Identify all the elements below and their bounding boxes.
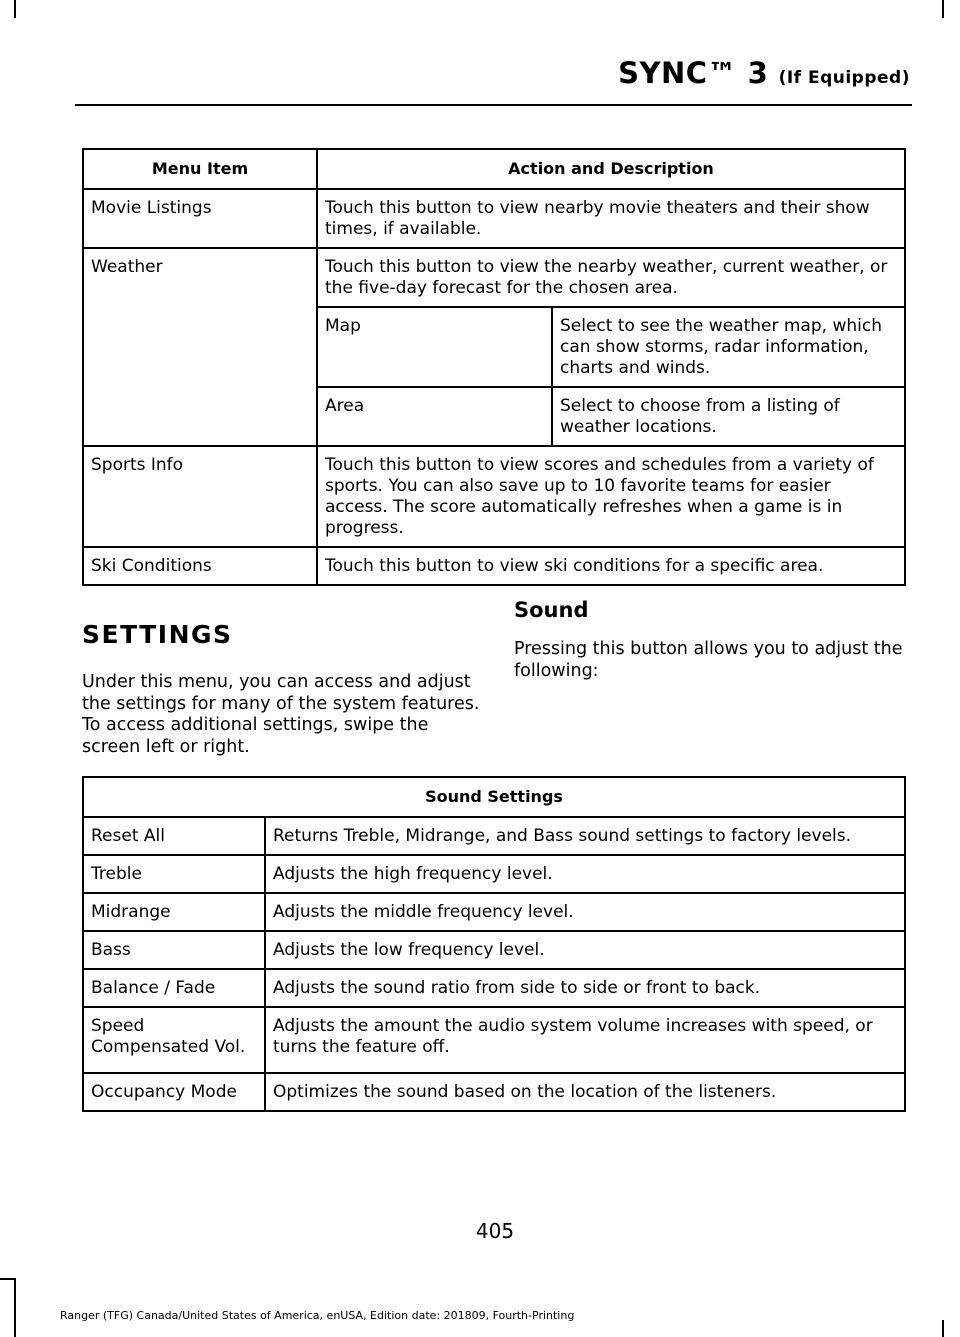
crop-mark — [14, 1280, 16, 1337]
page-number: 405 — [475, 1219, 515, 1243]
page-header-title — [300, 56, 910, 90]
row-description: Adjusts the low frequency level. — [265, 931, 905, 969]
sound-paragraph: Pressing this button allows you to adjust the following: — [514, 639, 903, 681]
crop-mark — [942, 1320, 944, 1337]
row-item: Midrange — [83, 893, 265, 931]
table-row — [83, 817, 905, 855]
sub-table-row — [318, 387, 904, 445]
row-description: Adjusts the sound ratio from side to side or front to back. — [265, 969, 905, 1007]
header-title-main: SYNC™ 3 — [618, 56, 769, 90]
table-row — [83, 189, 905, 248]
table-row — [83, 1007, 905, 1073]
crop-mark — [0, 1278, 16, 1280]
row-description: Touch this button to view ski conditions for a specific area. — [317, 547, 905, 585]
row-item: Reset All — [83, 817, 265, 855]
row-description: Adjusts the amount the audio system volume increases with speed, or turns the feature off. — [265, 1007, 905, 1073]
table-row — [83, 855, 905, 893]
menu-items-table — [82, 148, 906, 586]
settings-paragraph: Under this menu, you can access and adjust the settings for many of the system features. To access additional settings, swipe the screen left or right. — [82, 672, 480, 757]
sub-row-item: Map — [318, 307, 552, 387]
column-header-menu-item: Menu Item — [83, 149, 317, 189]
sound-settings-table — [82, 776, 906, 1112]
row-item: Treble — [83, 855, 265, 893]
row-item: Weather — [83, 248, 317, 446]
row-item: Bass — [83, 931, 265, 969]
row-description: Adjusts the high frequency level. — [265, 855, 905, 893]
table-row — [83, 931, 905, 969]
sub-row-description: Select to see the weather map, which can show storms, radar information, charts and winds. — [552, 307, 904, 387]
header-title-suffix: (If Equipped) — [778, 68, 910, 88]
crop-mark — [942, 0, 944, 18]
row-item: Movie Listings — [83, 189, 317, 248]
row-description: Adjusts the middle frequency level. — [265, 893, 905, 931]
sound-settings-title: Sound Settings — [83, 777, 905, 817]
settings-heading: SETTINGS — [82, 620, 233, 649]
row-description: Optimizes the sound based on the location of the listeners. — [265, 1073, 905, 1111]
table-row — [83, 547, 905, 585]
footer-text: Ranger (TFG) Canada/United States of America, enUSA, Edition date: 201809, Fourth-Printing — [60, 1309, 575, 1322]
sub-row-item: Area — [318, 387, 552, 445]
table-row — [83, 446, 905, 547]
column-header-action: Action and Description — [317, 149, 905, 189]
table-row — [83, 1073, 905, 1111]
row-item: Balance / Fade — [83, 969, 265, 1007]
row-item: Sports Info — [83, 446, 317, 547]
table-row — [83, 248, 905, 446]
weather-sub-table — [318, 306, 904, 445]
row-item: Occupancy Mode — [83, 1073, 265, 1111]
header-divider — [75, 104, 912, 106]
table-header-row — [83, 777, 905, 817]
row-description: Touch this button to view scores and schedules from a variety of sports. You can also save up to 10 favorite teams for easier access. The score automatically refreshes when a game is in progress. — [317, 446, 905, 547]
table-header-row — [83, 149, 905, 189]
row-item: Ski Conditions — [83, 547, 317, 585]
row-item: Speed Compensated Vol. — [83, 1007, 265, 1073]
table-row — [83, 893, 905, 931]
table-row — [83, 969, 905, 1007]
sound-heading: Sound — [514, 598, 589, 622]
row-description-nested — [317, 248, 905, 446]
row-description: Returns Treble, Midrange, and Bass sound settings to factory levels. — [265, 817, 905, 855]
row-description: Touch this button to view nearby movie theaters and their show times, if available. — [317, 189, 905, 248]
crop-mark — [14, 0, 16, 18]
row-description: Touch this button to view the nearby weather, current weather, or the five-day forecast for the chosen area. — [325, 257, 888, 298]
sub-row-description: Select to choose from a listing of weather locations. — [552, 387, 904, 445]
sub-table-row — [318, 307, 904, 387]
